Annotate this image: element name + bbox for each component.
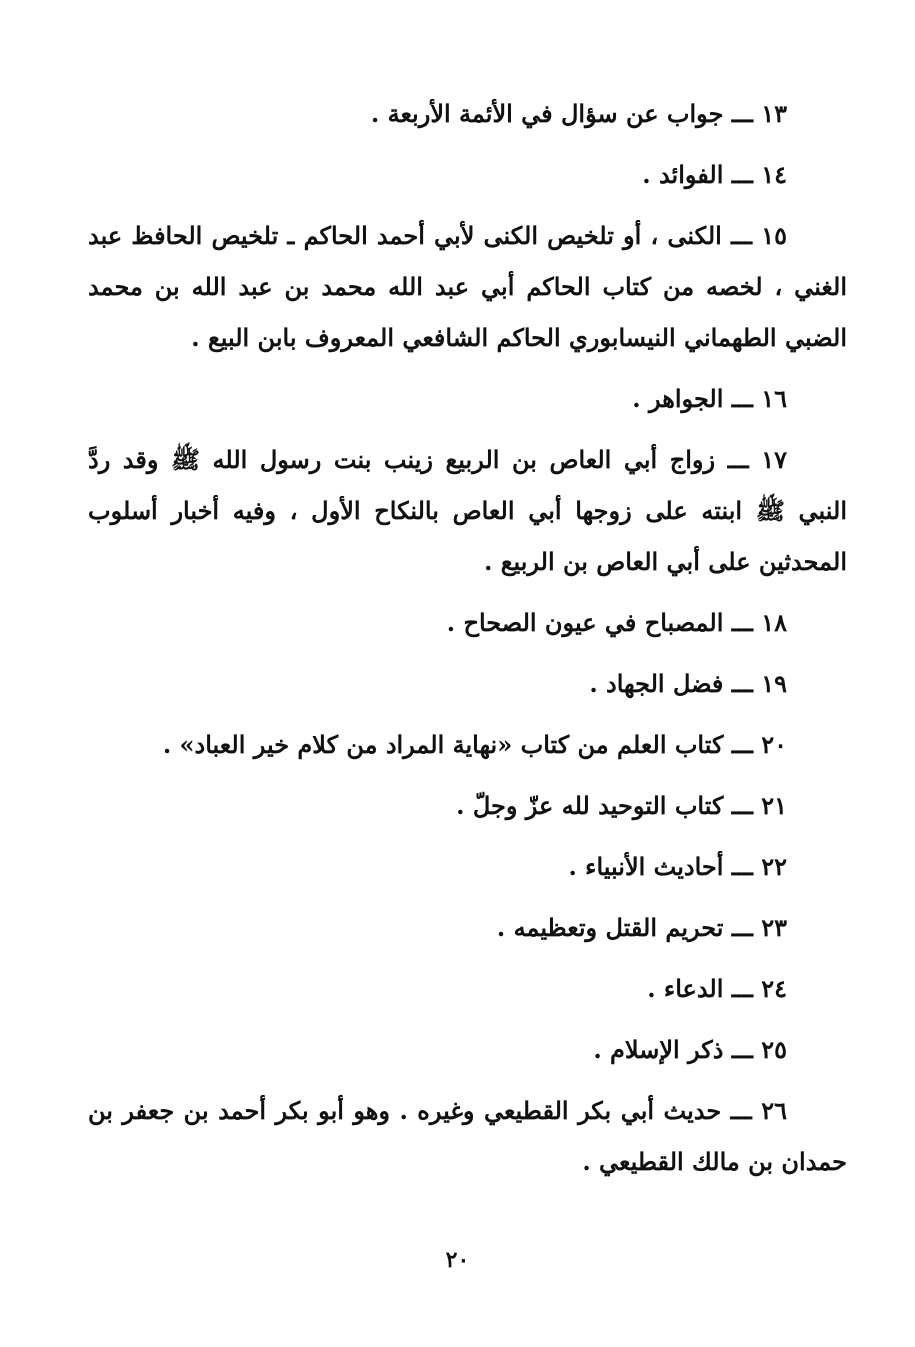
list-entry-16: ١٦ ـــ الجواهر . <box>632 384 787 413</box>
list-entry-15: ١٥ ـــ الكنى ، أو تلخيص الكنى لأبي أحمد الحاكم ـ تلخيص الحافظ عبد الغني ، لخصه من كتاب الحاكم أبي عبد الله محمد بن عبد الله بن محمد الضبي الطهماني النيسابوري الحاكم الشافعي المعروف بابن البيع . <box>88 221 847 352</box>
list-entry-21: ٢١ ـــ كتاب التوحيد لله عزّ وجلّ . <box>456 791 787 820</box>
list-entry-24: ٢٤ ـــ الدعاء . <box>647 974 787 1003</box>
list-entry-20: ٢٠ ـــ كتاب العلم من كتاب «نهاية المراد من كلام خير العباد» . <box>162 730 787 759</box>
list-entry-25: ٢٥ ـــ ذكر الإسلام . <box>593 1035 787 1064</box>
book-list <box>88 88 847 1197</box>
list-entry-14: ١٤ ـــ الفوائد . <box>642 160 787 189</box>
page-number: ٢٠ <box>445 1247 470 1273</box>
list-entry-17: ١٧ ـــ زواج أبي العاص بن الربيع زينب بنت رسول الله ﷺ وقد ردَّ النبي ﷺ ابنته على زوجها أبي العاص بالنكاح الأول ، وفيه أخبار أسلوب المحدثين على أبي العاص بن الربيع . <box>88 445 847 576</box>
list-entry-22: ٢٢ ـــ أحاديث الأنبياء . <box>568 852 787 881</box>
list-entry-19: ١٩ ـــ فضل الجهاد . <box>589 669 787 698</box>
list-entry-23: ٢٣ ـــ تحريم القتل وتعظيمه . <box>496 913 787 942</box>
list-entry-26: ٢٦ ـــ حديث أبي بكر القطيعي وغيره . وهو أبو بكر أحمد بن جعفر بن حمدان بن مالك القطيعي . <box>88 1096 847 1176</box>
list-entry-13: ١٣ ـــ جواب عن سؤال في الأئمة الأربعة . <box>370 99 787 128</box>
list-entry-18: ١٨ ـــ المصباح في عيون الصحاح . <box>446 608 787 637</box>
